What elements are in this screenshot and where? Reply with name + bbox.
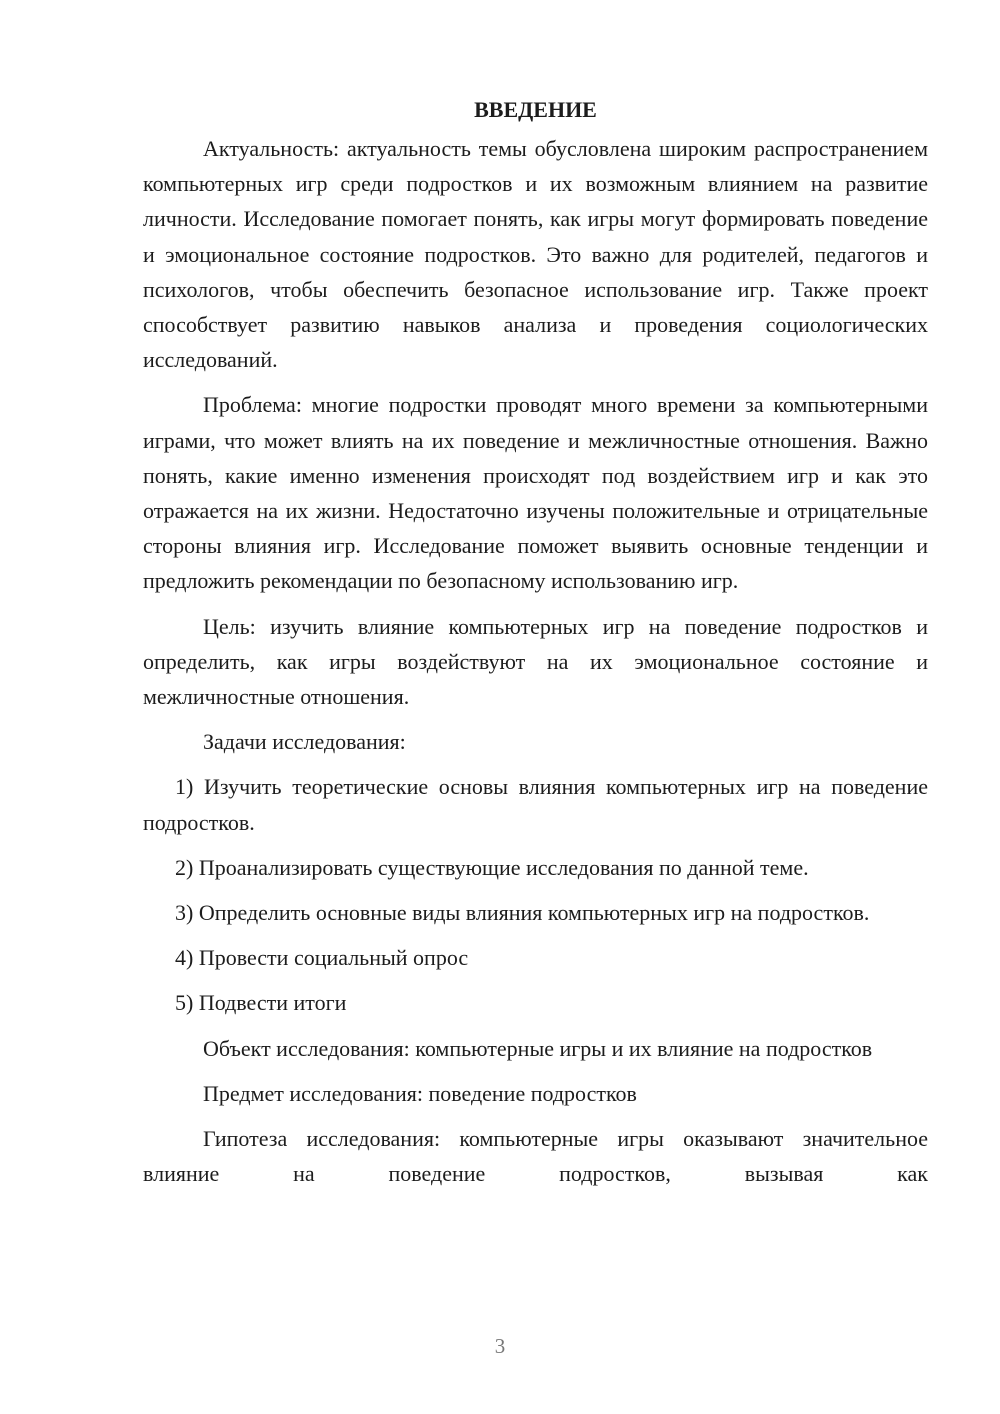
document-page [143, 92, 928, 1201]
task-item-1: 1) Изучить теоретические основы влияния компьютерных игр на поведение подростков. [143, 774, 928, 835]
task-item-5: 5) Подвести итоги [175, 990, 347, 1016]
page-number: 3 [494, 1334, 506, 1358]
task-item-4: 4) Провести социальный опрос [175, 945, 469, 971]
goal-paragraph: Цель: изучить влияние компьютерных игр на поведение подростков и определить, как игры воздействуют на их эмоциональное состояние и межличностные отношения. [143, 613, 928, 710]
object-paragraph: Объект исследования: компьютерные игры и их влияние на подростков [203, 1035, 873, 1061]
hypothesis-paragraph: Гипотеза исследования: компьютерные игры оказывают значительное влияние на поведение подростков, вызывая как [143, 1126, 928, 1187]
problem-paragraph: Проблема: многие подростки проводят много времени за компьютерными играми, что может влиять на их поведение и межличностные отношения. Важно понять, какие именно изменения происходят под воздействием игр и как это отражается на их жизни. Недостаточно изучены положительные и отрицательные стороны влияния игр. Исследование поможет выявить основные тенденции и предложить рекомендации по безопасному использованию игр. [143, 392, 928, 594]
tasks-heading: Задачи исследования: [203, 729, 406, 755]
page-title: ВВЕДЕНИЕ [474, 97, 597, 122]
task-item-2: 2) Проанализировать существующие исследования по данной теме. [175, 854, 809, 880]
subject-paragraph: Предмет исследования: поведение подростков [203, 1080, 637, 1106]
relevance-paragraph: Актуальность: актуальность темы обусловлена широким распространением компьютерных игр среди подростков и их возможным влиянием на развитие личности. Исследование помогает понять, как игры могут формировать поведение и эмоциональное состояние подростков. Это важно для родителей, педагогов и психологов, чтобы обеспечить безопасное использование игр. Также проект способствует развитию навыков анализа и проведения социологических исследований. [143, 136, 928, 373]
task-item-3: 3) Определить основные виды влияния компьютерных игр на подростков. [175, 900, 870, 926]
